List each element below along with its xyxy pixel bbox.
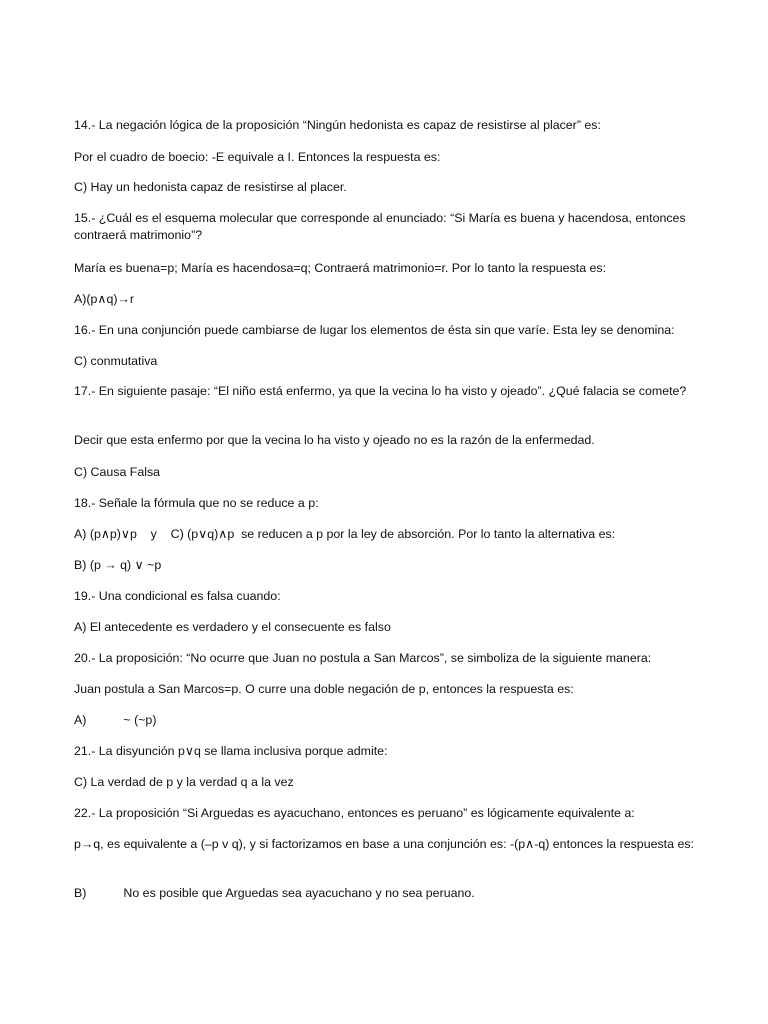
answer-19: A) El antecedente es verdadero y el consecuente es falso [74, 620, 391, 634]
answer-22-text: No es posible que Arguedas sea ayacuchano y no sea peruano. [123, 886, 475, 900]
explanation-18: A) (p∧p)∨p y C) (p∨q)∧p se reducen a p por la ley de absorción. Por lo tanto la alternativa es: [74, 527, 616, 541]
answer-20 [74, 712, 714, 729]
explanation-22: p→q, es equivalente a (–p v q), y si factorizamos en base a una conjunción es: -(p∧-q) entonces la respuesta es: [74, 837, 694, 851]
question-18: 18.- Señale la fórmula que no se reduce a p: [74, 496, 319, 510]
question-19: 19.- Una condicional es falsa cuando: [74, 589, 281, 603]
answer-15: A)(p∧q)→r [74, 292, 135, 306]
question-20: 20.- La proposición: “No ocurre que Juan no postula a San Marcos”, se simboliza de la siguiente manera: [74, 651, 652, 665]
question-22: 22.- La proposición “Si Arguedas es ayacuchano, entonces es peruano” es lógicamente equivalente a: [74, 806, 635, 820]
explanation-17: Decir que esta enfermo por que la vecina lo ha visto y ojeado no es la razón de la enfermedad. [74, 433, 595, 447]
answer-20-text: ~ (~p) [123, 713, 157, 727]
answer-17: C) Causa Falsa [74, 465, 161, 479]
question-15: 15.- ¿Cuál es el esquema molecular que corresponde al enunciado: “Si María es buena y hacendosa, entonces contraerá matrimonio”? [74, 211, 686, 242]
explanation-15: María es buena=p; María es hacendosa=q; Contraerá matrimonio=r. Por lo tanto la respuesta es: [74, 261, 607, 275]
question-21: 21.- La disyunción p∨q se llama inclusiva porque admite: [74, 744, 388, 758]
answer-22-option: B) [74, 886, 87, 900]
explanation-14: Por el cuadro de boecio: -E equivale a I. Entonces la respuesta es: [74, 150, 441, 164]
question-17: 17.- En siguiente pasaje: “El niño está enfermo, ya que la vecina lo ha visto y ojeado”. ¿Qué falacia se comete? [74, 384, 687, 398]
answer-22 [74, 885, 714, 902]
question-14: 14.- La negación lógica de la proposición “Ningún hedonista es capaz de resistirse al placer” es: [74, 118, 601, 132]
answer-16: C) conmutativa [74, 354, 158, 368]
explanation-20: Juan postula a San Marcos=p. O curre una doble negación de p, entonces la respuesta es: [74, 682, 574, 696]
answer-20-option: A) [74, 713, 87, 727]
question-16: 16.- En una conjunción puede cambiarse de lugar los elementos de ésta sin que varíe. Esta ley se denomina: [74, 323, 675, 337]
answer-14: C) Hay un hedonista capaz de resistirse al placer. [74, 180, 347, 194]
answer-18: B) (p → q) ∨ ~p [74, 558, 162, 572]
answer-21: C) La verdad de p y la verdad q a la vez [74, 775, 294, 789]
